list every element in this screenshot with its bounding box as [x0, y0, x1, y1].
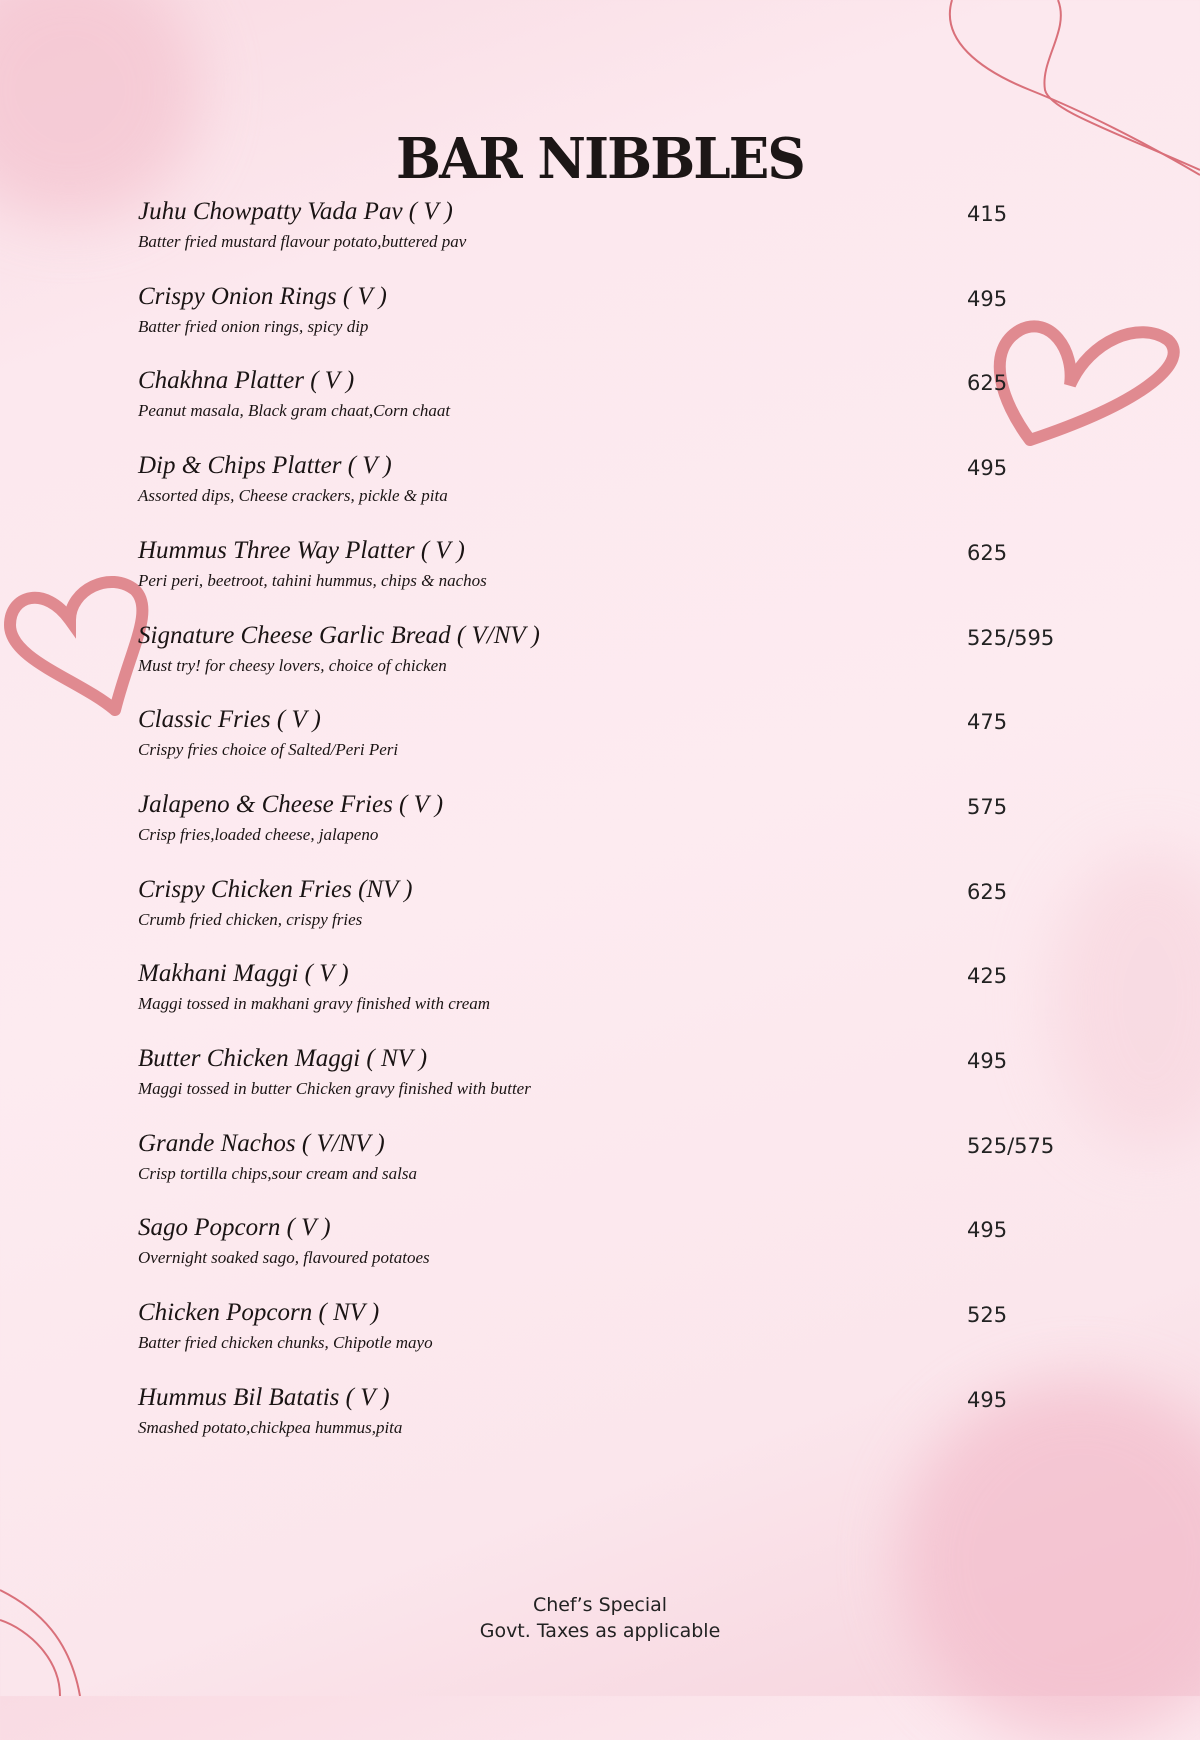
item-price: 495: [967, 286, 1008, 311]
item-description: Batter fried chicken chunks, Chipotle mayo: [138, 1333, 433, 1353]
item-price: 525/575: [967, 1133, 1055, 1158]
menu-item: [138, 537, 1098, 607]
item-name: Crispy Onion Rings ( V ): [138, 282, 387, 310]
menu-item: [138, 198, 1098, 268]
footer-chefs-special: Chef’s Special: [532, 1594, 668, 1616]
menu-item: [138, 1299, 1098, 1369]
item-description: Maggi tossed in butter Chicken gravy finished with butter: [138, 1079, 531, 1098]
item-description: Crispy fries choice of Salted/Peri Peri: [138, 740, 399, 760]
menu-item: [138, 283, 1098, 353]
item-description: Smashed potato,chickpea hummus,pita: [138, 1417, 403, 1437]
item-name: Chicken Popcorn ( NV ): [138, 1299, 380, 1327]
item-description: Crumb fried chicken, crispy fries: [138, 909, 363, 929]
menu-item: [138, 622, 1098, 692]
item-name: Juhu Chowpatty Vada Pav ( V ): [138, 198, 453, 225]
item-description: Assorted dips, Cheese crackers, pickle & pita: [138, 486, 448, 506]
item-description: Peri peri, beetroot, tahini hummus, chips & nachos: [138, 570, 487, 590]
menu-item: [138, 706, 1098, 776]
item-name: Grande Nachos ( V/NV ): [138, 1129, 385, 1157]
item-name: Chakhna Platter ( V ): [138, 367, 355, 395]
menu-item: [138, 1214, 1098, 1284]
item-price: 495: [967, 1049, 1008, 1073]
item-name: Crispy Chicken Fries (NV ): [138, 875, 413, 903]
item-price: 475: [967, 710, 1008, 735]
item-name: Butter Chicken Maggi ( NV ): [138, 1045, 428, 1072]
menu-item: [138, 1384, 1098, 1454]
menu-item: [138, 1045, 1098, 1115]
item-name: Jalapeno & Cheese Fries ( V ): [138, 790, 444, 818]
item-price: 495: [967, 1387, 1008, 1412]
item-description: Must try! for cheesy lovers, choice of chicken: [138, 655, 447, 675]
menu-item: [138, 452, 1098, 522]
item-price: 425: [967, 964, 1008, 989]
item-name: Hummus Bil Batatis ( V ): [138, 1383, 390, 1411]
menu-item: [138, 876, 1098, 946]
item-description: Overnight soaked sago, flavoured potatoes: [138, 1248, 430, 1268]
item-price: 625: [967, 879, 1008, 904]
item-price: 415: [967, 202, 1008, 226]
item-description: Maggi tossed in makhani gravy finished with cream: [138, 994, 491, 1014]
item-price: 495: [967, 1218, 1008, 1243]
item-name: Classic Fries ( V ): [138, 706, 321, 734]
item-name: Sago Popcorn ( V ): [138, 1214, 331, 1242]
item-description: Crisp tortilla chips,sour cream and salsa: [138, 1163, 417, 1183]
item-description: Batter fried mustard flavour potato,buttered pav: [138, 232, 467, 251]
item-description: Batter fried onion rings, spicy dip: [138, 316, 369, 336]
menu-item: [138, 1130, 1098, 1200]
item-price: 525/595: [967, 625, 1055, 650]
item-description: Crisp fries,loaded cheese, jalapeno: [138, 824, 379, 844]
item-price: 625: [967, 371, 1008, 396]
menu-item: [138, 960, 1098, 1030]
menu-item: [138, 367, 1098, 437]
item-name: Dip & Chips Platter ( V ): [138, 452, 392, 480]
heart-icon: [0, 570, 160, 720]
footer-taxes-note: Govt. Taxes as applicable: [479, 1620, 721, 1642]
item-description: Peanut masala, Black gram chaat,Corn chaat: [138, 401, 451, 421]
item-name: Hummus Three Way Platter ( V ): [138, 536, 465, 564]
page-title: BAR NIBBLES: [396, 125, 804, 192]
item-name: Makhani Maggi ( V ): [138, 960, 349, 988]
item-name: Signature Cheese Garlic Bread ( V/NV ): [138, 621, 540, 649]
menu-item: [138, 791, 1098, 861]
item-price: 575: [967, 794, 1008, 819]
item-price: 525: [967, 1303, 1008, 1328]
item-price: 625: [967, 540, 1008, 565]
item-price: 495: [967, 456, 1008, 481]
